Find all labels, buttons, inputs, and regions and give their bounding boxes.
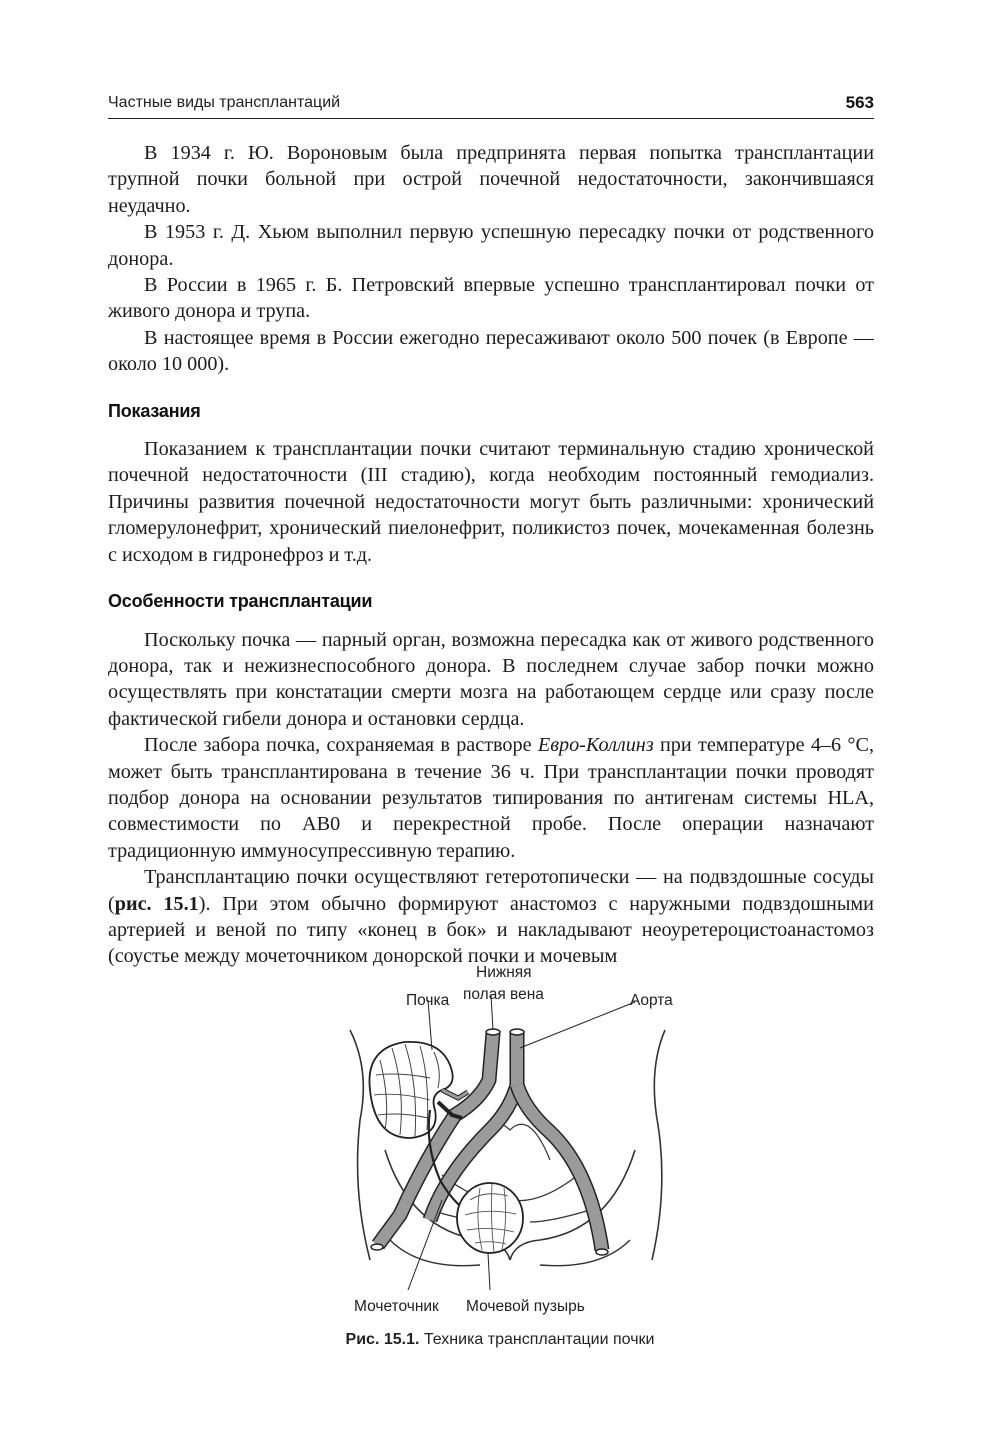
figure-kidney-transplant xyxy=(330,960,690,1360)
label-vena-cava-line-1: Нижняя xyxy=(476,964,532,981)
label-vena-cava-line-2: полая вена xyxy=(463,986,544,1003)
caption-text: Техника трансплантации почки xyxy=(419,1331,655,1348)
label-aorta: Аорта xyxy=(630,992,673,1009)
text-run: Трансплантацию почки осуществляют гетеротопически — на подвздошные сосуды ( xyxy=(108,866,874,915)
paragraph-history-current: В настоящее время в России ежегодно пересаживают около 500 почек (в Европе — около 10 000). xyxy=(108,326,874,376)
text-run: ). При этом обычно формируют анастомоз с наружными подвздошными артерией и веной по типу «конец в бок» и накладывают неоуретероцистоанастомоз (соустье между мочеточником донорской почки и мочевым xyxy=(108,892,874,968)
label-ureter: Мочеточник xyxy=(354,1298,439,1315)
paragraph-features-3 xyxy=(108,864,874,970)
text-run: при температуре 4–6 °С, может быть трансплантирована в течение 36 ч. При трансплантации почки проводят подбор донора на основании результатов типирования по антигенам системы HLA, совместимости по АВ0 и перекрестной пробе. После операции назначают традиционную иммуносупрессивную терапию. xyxy=(108,734,875,862)
paragraph-history-1953: В 1953 г. Д. Хьюм выполнил первую успешную пересадку почки от родственного донора. xyxy=(108,221,874,270)
page-number: 563 xyxy=(845,93,874,112)
heading-features: Особенности трансплантации xyxy=(108,591,373,612)
paragraph-features-1: Поскольку почка — парный орган, возможна пересадка как от живого родственного донора, так и нежизнеспособного донора. В последнем случае забор почки можно осуществлять при констатации смерти мозга на работающем сердце или сразу после фактической гибели донора и остановки сердца. xyxy=(108,628,874,730)
caption-number: Рис. 15.1. xyxy=(345,1331,420,1348)
page xyxy=(108,92,874,970)
body-text xyxy=(108,140,874,970)
header-title: Частные виды трансплантаций xyxy=(108,94,341,111)
text-run: После забора почка, сохраняемая в растворе xyxy=(144,734,538,757)
paragraph-history-1965: В России в 1965 г. Б. Петровский впервые успешно трансплантировал почки от живого донора и трупа. xyxy=(108,274,874,323)
paragraph-history-1934: В 1934 г. Ю. Вороновым была предпринята первая попытка трансплантации трупной почки больной при острой почечной недостаточности, закончившаяся неудачно. xyxy=(108,142,874,217)
heading-indications: Показания xyxy=(108,400,201,421)
running-header xyxy=(108,92,874,119)
solution-name: Евро-Коллинз xyxy=(537,734,654,757)
label-kidney: Почка xyxy=(406,992,450,1009)
paragraph-indications: Показанием к трансплантации почки считают терминальную стадию хронической почечной недостаточности (III стадию), когда необходим постоянный гемодиализ. Причины развития почечной недостаточности могут быть различными: хронический гломерулонефрит, хронический пиелонефрит, поликистоз почек, мочекаменная болезнь с исходом в гидронефроз и т.д. xyxy=(108,438,874,566)
label-bladder: Мочевой пузырь xyxy=(466,1298,585,1315)
paragraph-features-2 xyxy=(108,732,874,864)
figure-reference: рис. 15.1 xyxy=(114,892,199,915)
figure-caption xyxy=(0,1331,1000,1349)
